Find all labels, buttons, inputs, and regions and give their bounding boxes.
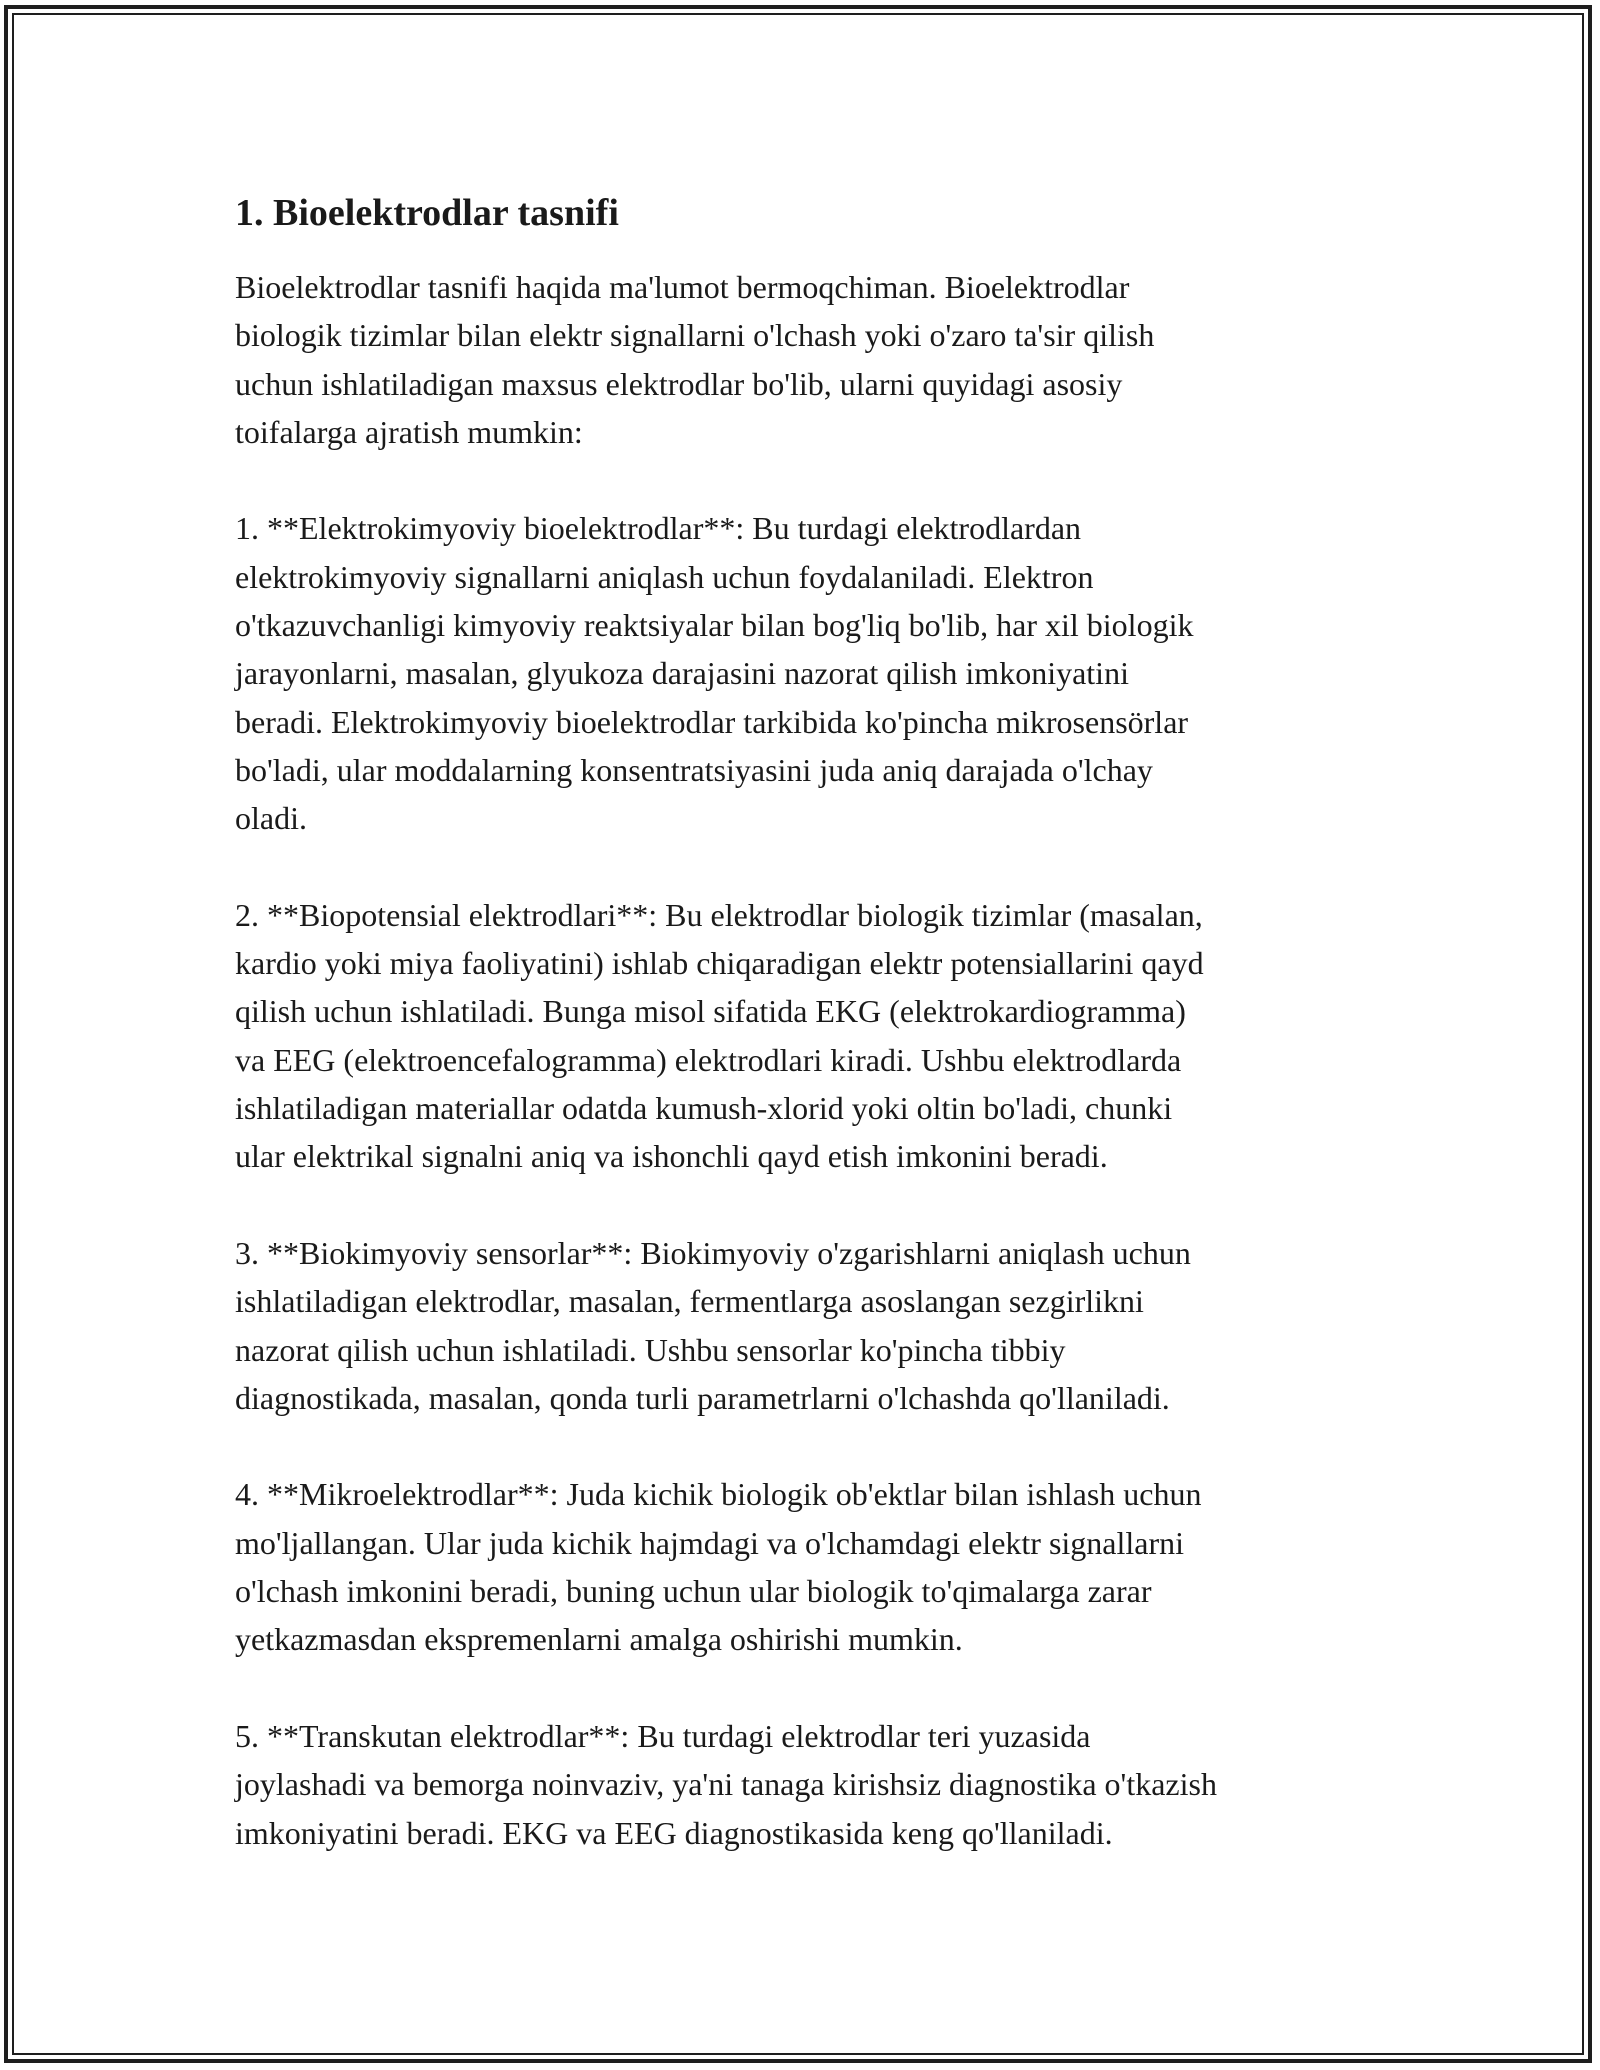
list-item-biopotential-electrodes: 2. **Biopotensial elektrodlari**: Bu elektrodlar biologik tizimlar (masalan, kardio yoki miya faoliyatini) ishlab chiqaradigan elektr potensiallarini qayd qilish uchun ishlatiladi. Bunga misol sifatida EKG (elektrokardiogramma) va EEG (elektroencefalogramma) elektrodlari kiradi. Ushbu elektrodlarda ishlatiladigan materiallar odatda kumush-xlorid yoki oltin bo'ladi, chunki ular elektrikal signalni aniq va ishonchli qayd etish imkonini beradi.: [235, 896, 1204, 1175]
list-item-transcutaneous-electrodes: 5. **Transkutan elektrodlar**: Bu turdagi elektrodlar teri yuzasida joylashadi va bemorga noinvaziv, ya'ni tanaga kirishsiz diagnostika o'tkazish imkoniyatini beradi. EKG va EEG diagnostikasida keng qo'llaniladi.: [235, 1717, 1217, 1851]
list-item-microelectrodes: 4. **Mikroelektrodlar**: Juda kichik biologik ob'ektlar bilan ishlash uchun mo'ljallangan. Ular juda kichik hajmdagi va o'lchamdagi elektr signallarni o'lchash imkonini beradi, buning uchun ular biologik to'qimalarga zarar yetkazmasdan ekspremenlarni amalga oshirishi mumkin.: [235, 1476, 1202, 1658]
intro-paragraph: Bioelektrodlar tasnifi haqida ma'lumot bermoqchiman. Bioelektrodlar biologik tizimlar bilan elektr signallarni o'lchash yoki o'zaro ta'sir qilish uchun ishlatiladigan maxsus elektrodlar bo'lib, ularni quyidagi asosiy toifalarga ajratish mumkin:: [235, 269, 1155, 450]
list-item-electrochemical-bioelectrodes: 1. **Elektrokimyoviy bioelektrodlar**: Bu turdagi elektrodlardan elektrokimyoviy signallarni aniqlash uchun foydalaniladi. Elektron o'tkazuvchanligi kimyoviy reaktsiyalar bilan bog'liq bo'lib, har xil biologik jarayonlarni, masalan, glyukoza darajasini nazorat qilish imkoniyatini beradi. Elektrokimyoviy bioelektrodlar tarkibida ko'pincha mikrosensörlar bo'ladi, ular moddalarning konsentratsiyasini juda aniq darajada o'lchay oladi.: [235, 510, 1194, 837]
list-item-biochemical-sensors: 3. **Biokimyoviy sensorlar**: Biokimyoviy o'zgarishlarni aniqlash uchun ishlatiladigan elektrodlar, masalan, fermentlarga asoslangan sezgirlikni nazorat qilish uchun ishlatiladi. Ushbu sensorlar ko'pincha tibbiy diagnostikada, masalan, qonda turli parametrlarni o'lchashda qo'llaniladi.: [235, 1234, 1191, 1416]
document-title: 1. Bioelektrodlar tasnifi: [235, 192, 619, 234]
document-body: [235, 186, 1395, 1857]
